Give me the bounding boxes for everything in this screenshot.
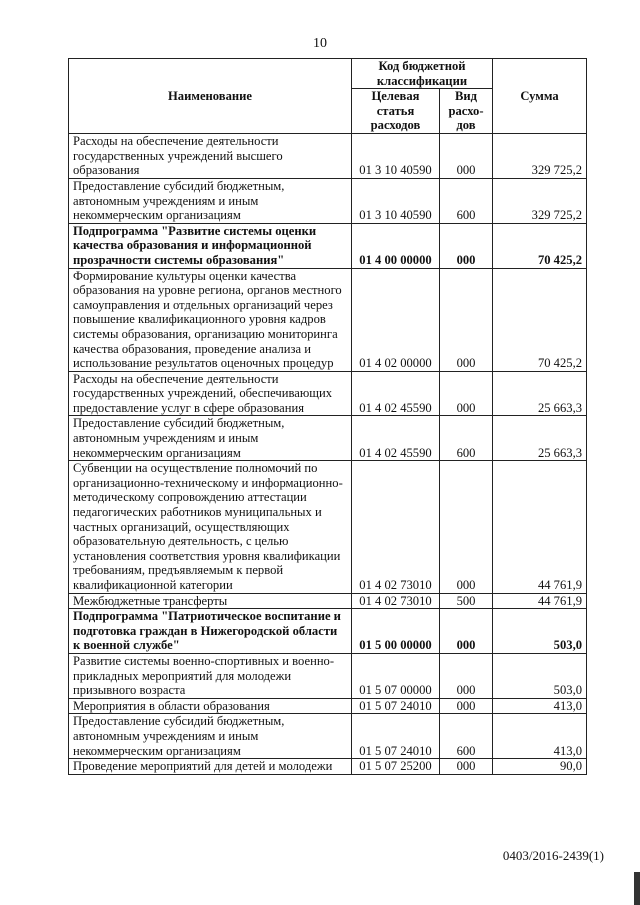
scan-edge-mark	[634, 872, 640, 905]
row-expense-type: 000	[440, 759, 493, 775]
row-name: Предоставление субсидий бюджетным, автономным учреждениям и иным некоммерческим организациям	[69, 178, 352, 223]
table-row	[69, 223, 587, 268]
row-sum: 70 425,2	[493, 268, 587, 371]
row-target-code: 01 3 10 40590	[352, 178, 440, 223]
row-target-code: 01 5 07 00000	[352, 653, 440, 698]
row-sum: 44 761,9	[493, 461, 587, 593]
row-expense-type: 000	[440, 653, 493, 698]
row-sum: 70 425,2	[493, 223, 587, 268]
row-name: Субвенции на осуществление полномочий по организационно-техническому и информационно-методическому сопровождению аттестации педагогических работников муниципальных и частных организаций, осуществляющих образовательную деятельность, с целью установления соответствия уровня квалификации требованиям, предъявляемым к первой квалификационной категории	[69, 461, 352, 593]
header-sum: Сумма	[493, 59, 587, 134]
row-name: Подпрограмма "Развитие системы оценки качества образования и информационной прозрачности системы образования"	[69, 223, 352, 268]
row-expense-type: 500	[440, 593, 493, 609]
row-target-code: 01 5 07 24010	[352, 698, 440, 714]
row-sum: 90,0	[493, 759, 587, 775]
table-row	[69, 134, 587, 179]
row-expense-type: 000	[440, 268, 493, 371]
header-expense-type: Вид расхо-дов	[440, 89, 493, 134]
row-expense-type: 000	[440, 223, 493, 268]
table-row	[69, 698, 587, 714]
budget-table	[68, 58, 587, 775]
row-expense-type: 600	[440, 416, 493, 461]
row-sum: 413,0	[493, 714, 587, 759]
row-sum: 44 761,9	[493, 593, 587, 609]
row-expense-type: 600	[440, 178, 493, 223]
table-row	[69, 178, 587, 223]
row-target-code: 01 4 02 45590	[352, 371, 440, 416]
row-target-code: 01 5 00 00000	[352, 609, 440, 654]
row-sum: 329 725,2	[493, 134, 587, 179]
row-target-code: 01 5 07 24010	[352, 714, 440, 759]
table-row	[69, 461, 587, 593]
header-row-1	[69, 59, 587, 89]
row-name: Проведение мероприятий для детей и молодежи	[69, 759, 352, 775]
table-row	[69, 371, 587, 416]
row-name: Предоставление субсидий бюджетным, автономным учреждениям и иным некоммерческим организациям	[69, 714, 352, 759]
table-row	[69, 268, 587, 371]
row-sum: 503,0	[493, 609, 587, 654]
header-target-article: Целевая статья расходов	[352, 89, 440, 134]
row-sum: 329 725,2	[493, 178, 587, 223]
row-target-code: 01 4 00 00000	[352, 223, 440, 268]
table-body	[69, 134, 587, 775]
table-row	[69, 609, 587, 654]
row-target-code: 01 4 02 73010	[352, 593, 440, 609]
header-kbk: Код бюджетной классификации	[352, 59, 493, 89]
table-row	[69, 653, 587, 698]
row-target-code: 01 3 10 40590	[352, 134, 440, 179]
row-expense-type: 000	[440, 698, 493, 714]
row-target-code: 01 5 07 25200	[352, 759, 440, 775]
row-expense-type: 000	[440, 134, 493, 179]
document-number: 0403/2016-2439(1)	[502, 848, 604, 863]
row-sum: 413,0	[493, 698, 587, 714]
row-target-code: 01 4 02 73010	[352, 461, 440, 593]
row-sum: 25 663,3	[493, 416, 587, 461]
row-sum: 25 663,3	[493, 371, 587, 416]
page-number: 10	[313, 36, 327, 51]
row-expense-type: 000	[440, 371, 493, 416]
row-expense-type: 000	[440, 609, 493, 654]
table-row	[69, 416, 587, 461]
row-target-code: 01 4 02 00000	[352, 268, 440, 371]
row-sum: 503,0	[493, 653, 587, 698]
row-name: Развитие системы военно-спортивных и военно-прикладных мероприятий для молодежи призывного возраста	[69, 653, 352, 698]
table-row	[69, 714, 587, 759]
row-name: Межбюджетные трансферты	[69, 593, 352, 609]
row-name: Расходы на обеспечение деятельности государственных учреждений высшего образования	[69, 134, 352, 179]
row-name: Расходы на обеспечение деятельности государственных учреждений, обеспечивающих предоставление услуг в сфере образования	[69, 371, 352, 416]
header-name: Наименование	[69, 59, 352, 134]
row-name: Формирование культуры оценки качества образования на уровне региона, органов местного самоуправления и отдельных организаций через повышение квалификационного уровня кадров системы образования, организацию мониторинга качества образования, проведение анализа и использование результатов оценочных процедур	[69, 268, 352, 371]
row-expense-type: 000	[440, 461, 493, 593]
table-row	[69, 759, 587, 775]
row-name: Подпрограмма "Патриотическое воспитание и подготовка граждан в Нижегородской области к военной службе"	[69, 609, 352, 654]
row-name: Мероприятия в области образования	[69, 698, 352, 714]
row-name: Предоставление субсидий бюджетным, автономным учреждениям и иным некоммерческим организациям	[69, 416, 352, 461]
row-expense-type: 600	[440, 714, 493, 759]
table-row	[69, 593, 587, 609]
row-target-code: 01 4 02 45590	[352, 416, 440, 461]
